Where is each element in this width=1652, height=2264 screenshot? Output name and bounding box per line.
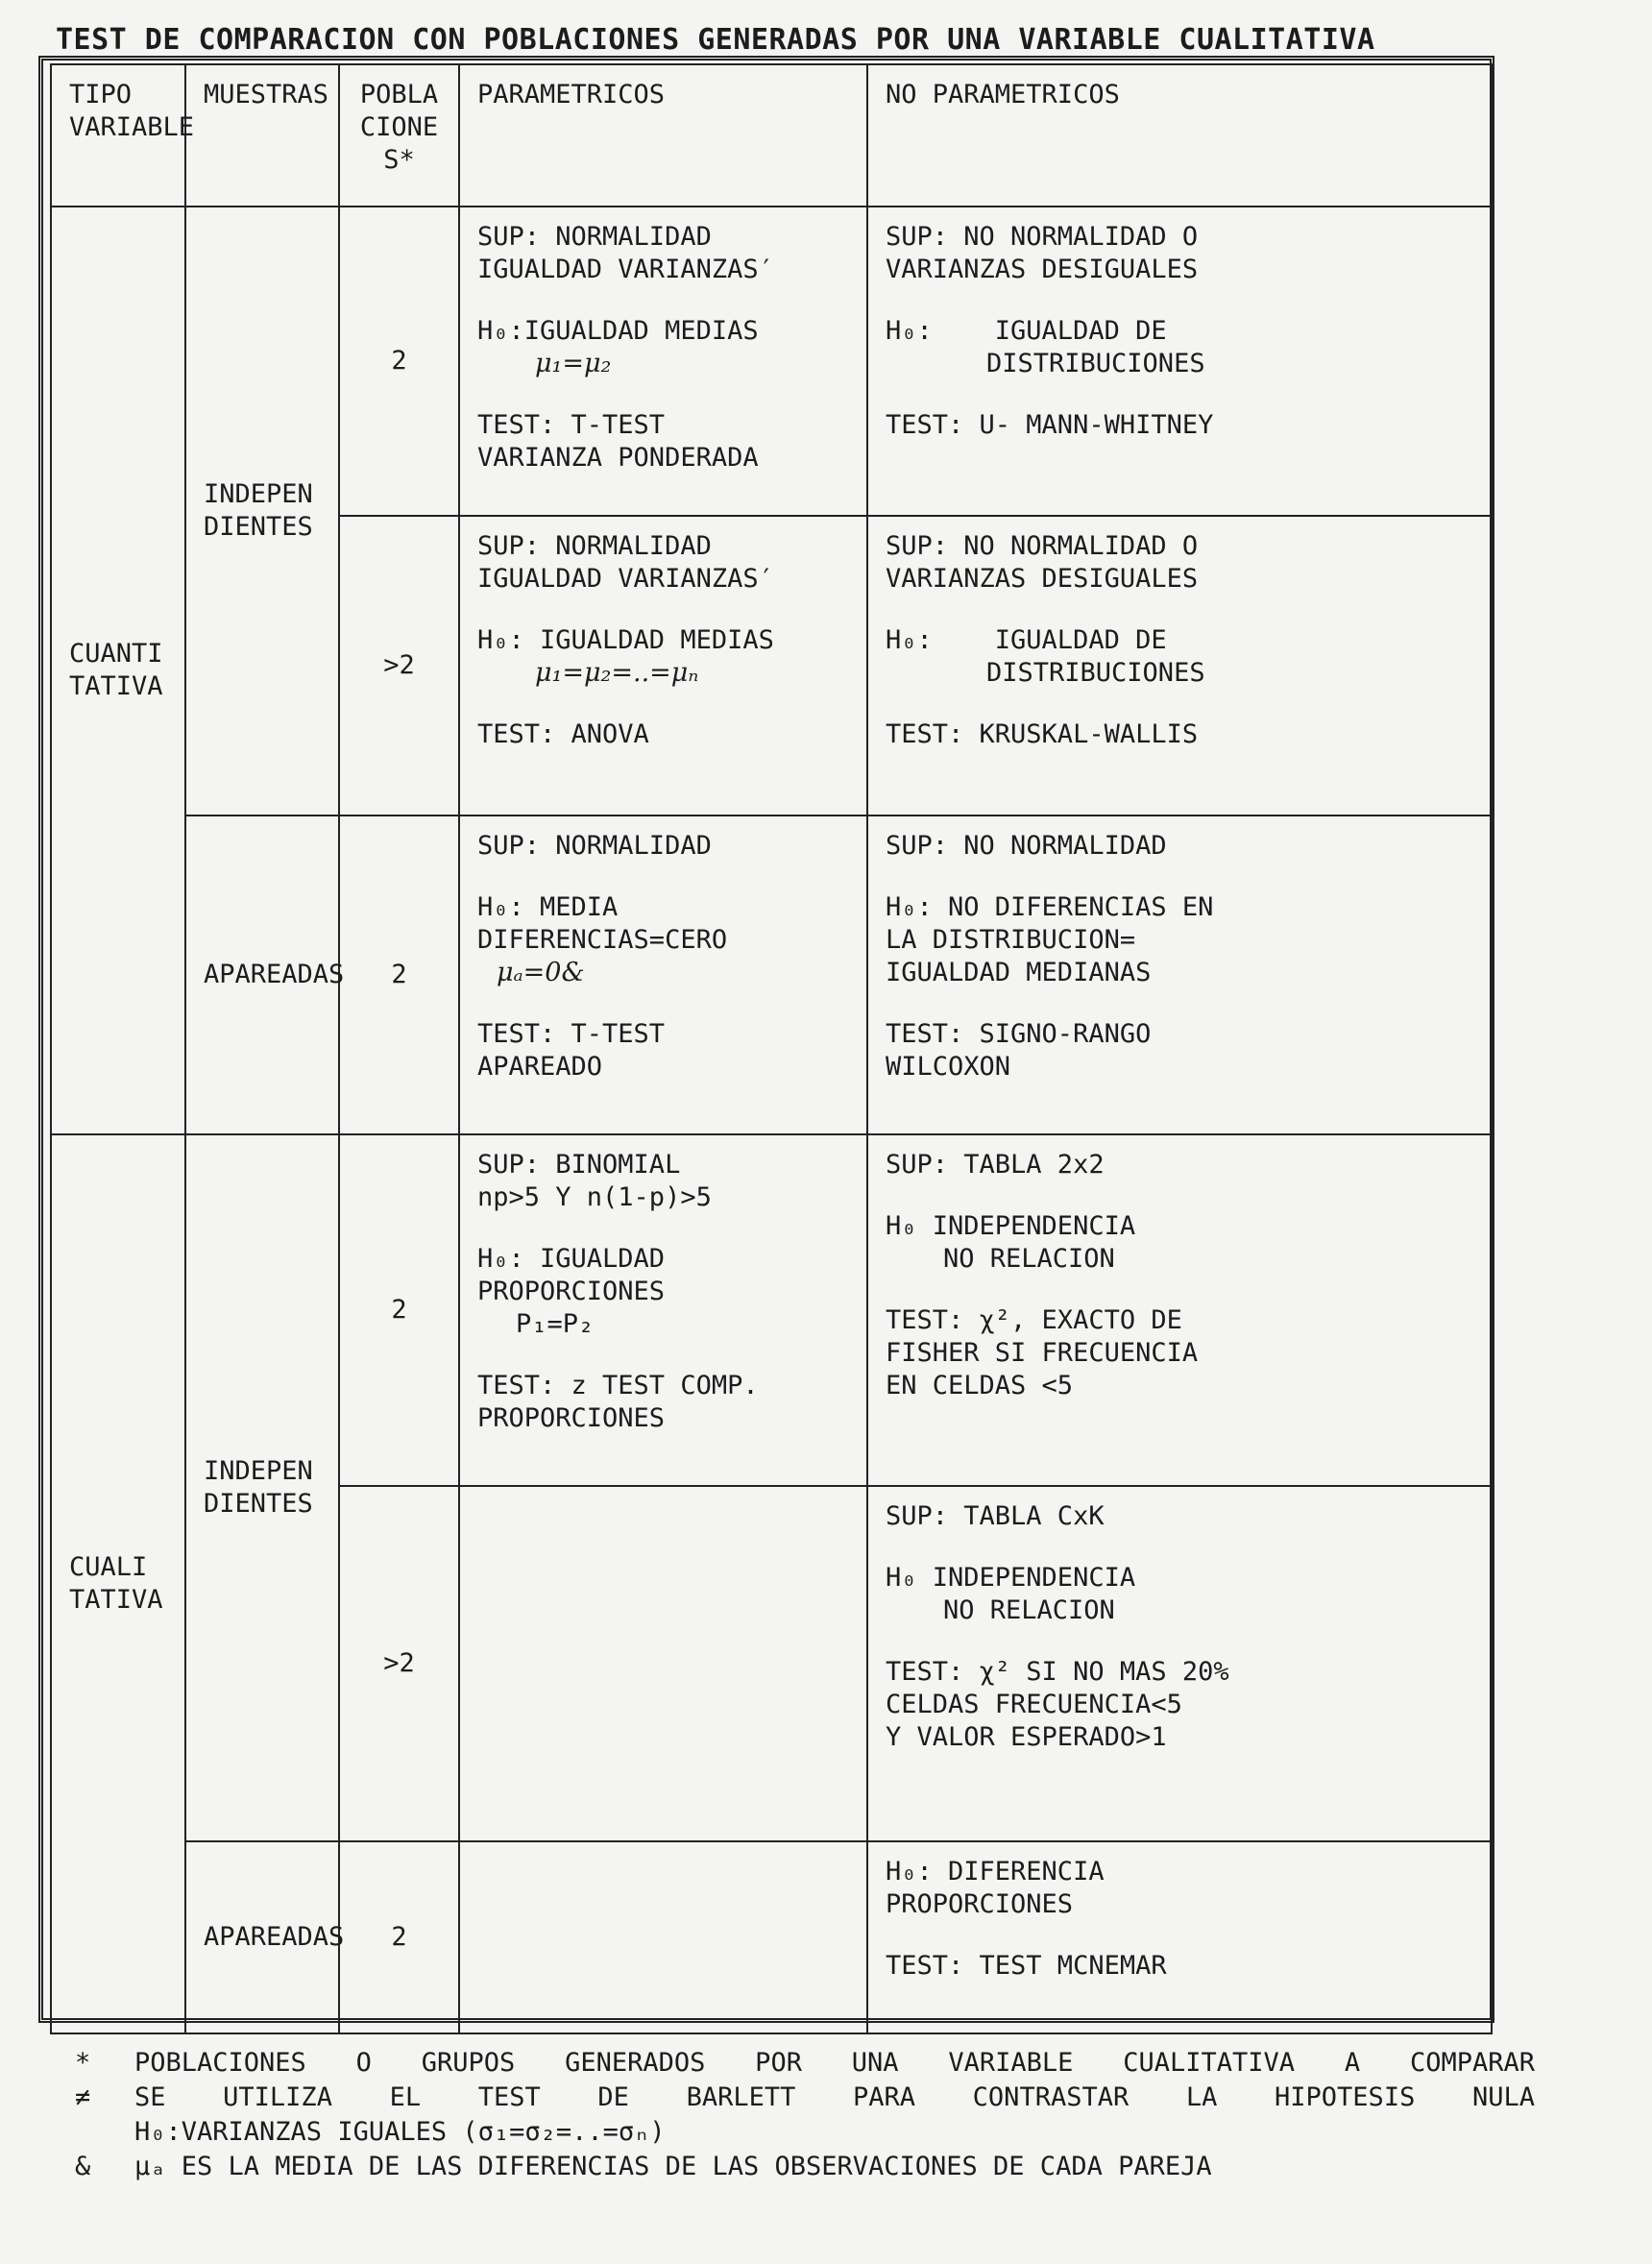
footnote — [75, 2081, 1535, 2115]
tipo-cualitativa — [51, 1134, 185, 2033]
parametric-cell — [459, 816, 867, 1134]
h0-block — [886, 891, 1473, 989]
footnote-symbol — [75, 2115, 134, 2150]
text-line: TEST: U- MANN-WHITNEY — [886, 410, 1214, 440]
parametric-cell — [459, 207, 867, 516]
text-line: TEST: TEST MCNEMAR — [886, 1951, 1167, 1981]
nonparametric-cell — [867, 816, 1492, 1134]
sup-block — [477, 530, 849, 596]
header-pob-line: CIONE — [359, 112, 439, 142]
text-line: PROPORCIONES — [477, 1277, 666, 1306]
poblaciones-cell — [339, 1486, 459, 1841]
header-pob-line: S* — [383, 145, 415, 175]
h0-block — [886, 1210, 1473, 1276]
nonparametric-cell — [867, 516, 1492, 816]
h0-block — [886, 1856, 1473, 1921]
footnote-symbol: * — [75, 2048, 91, 2078]
h0-block — [477, 1243, 849, 1341]
table-row — [51, 816, 1492, 1134]
text-line: TEST: z TEST COMP. — [477, 1371, 759, 1400]
text-line: DIFERENCIAS=CERO — [477, 925, 728, 955]
muestras-line: INDEPEN — [204, 479, 313, 509]
text-line: SUP: BINOMIAL — [477, 1150, 681, 1180]
header-tipo — [51, 64, 195, 207]
nonparametric-cell — [867, 1486, 1492, 1841]
text-line: SUP: NORMALIDAD — [477, 531, 712, 561]
text-line: NO RELACION — [943, 1595, 1115, 1625]
nonparametric-cell — [867, 1134, 1492, 1486]
nonparametric-cell — [867, 1841, 1492, 2033]
muestras-text: APAREADAS — [204, 1922, 345, 1952]
text-line: H₀ INDEPENDENCIA — [886, 1563, 1136, 1593]
tipo-line: TATIVA — [69, 1585, 163, 1615]
sup-block — [886, 1149, 1473, 1181]
header-nopar-text: NO PARAMETRICOS — [886, 80, 1120, 110]
h0-block — [477, 315, 849, 380]
text-line: APAREADO — [477, 1052, 603, 1082]
text-line: SUP: NO NORMALIDAD O — [886, 531, 1199, 561]
text-line: VARIANZA PONDERADA — [477, 443, 759, 473]
text-line: TEST: T-TEST — [477, 410, 666, 440]
h0-block — [886, 624, 1473, 690]
text-line: CELDAS FRECUENCIA<5 — [886, 1690, 1182, 1719]
nonparametric-cell — [867, 207, 1492, 516]
h0-block — [886, 315, 1473, 380]
header-row — [51, 64, 1492, 207]
formula: P₁=P₂ — [516, 1309, 595, 1339]
text-line: EN CELDAS <5 — [886, 1371, 1074, 1400]
footnote-text: H₀:VARIANZAS IGUALES (σ₁=σ₂=..=σₙ) — [134, 2117, 666, 2147]
parametric-cell — [459, 516, 867, 816]
sup-block — [886, 1500, 1473, 1533]
footnote — [75, 2150, 1535, 2184]
test-block — [886, 1950, 1473, 1983]
h0-block — [886, 1562, 1473, 1627]
text-line: TEST: SIGNO-RANGO — [886, 1019, 1152, 1049]
text-line: SUP: NORMALIDAD — [477, 222, 712, 252]
h0-block — [477, 624, 849, 690]
pob-value: >2 — [383, 650, 415, 680]
text-line: H₀: NO DIFERENCIAS EN — [886, 892, 1214, 922]
tipo-cuantitativa — [51, 207, 185, 1134]
pob-value: >2 — [383, 1648, 415, 1678]
text-line: PROPORCIONES — [477, 1403, 666, 1433]
table-row — [51, 1134, 1492, 1486]
poblaciones-cell — [339, 1841, 459, 2033]
text-line: TEST: χ² SI NO MAS 20% — [886, 1657, 1229, 1687]
parametric-cell — [459, 1134, 867, 1486]
text-line: IGUALDAD MEDIANAS — [886, 958, 1152, 987]
poblaciones-cell — [339, 516, 459, 816]
footnote-symbol: ≠ — [75, 2082, 91, 2112]
test-block — [886, 718, 1473, 751]
poblaciones-cell — [339, 1134, 459, 1486]
footnote — [75, 2115, 1535, 2150]
muestras-text: APAREADAS — [204, 960, 345, 989]
text-line: H₀: IGUALDAD MEDIAS — [477, 625, 774, 655]
text-line: LA DISTRIBUCION= — [886, 925, 1136, 955]
footnote-text: μₐ ES LA MEDIA DE LAS DIFERENCIAS DE LAS OBSERVACIONES DE CADA PAREJA — [134, 2152, 1212, 2181]
text-line: TEST: T-TEST — [477, 1019, 666, 1049]
poblaciones-cell — [339, 816, 459, 1134]
test-block — [477, 409, 849, 475]
sup-block — [886, 830, 1473, 863]
header-poblaciones — [339, 64, 459, 207]
muestras-independientes — [185, 1134, 339, 1841]
test-block — [886, 1304, 1473, 1402]
test-block — [477, 718, 849, 751]
test-block — [886, 1656, 1473, 1754]
text-line: H₀: IGUALDAD DE — [886, 625, 1167, 655]
text-line: FISHER SI FRECUENCIA — [886, 1338, 1199, 1368]
tipo-line: TATIVA — [69, 671, 163, 701]
text-line: DISTRIBUCIONES — [986, 349, 1205, 378]
text-line: H₀: MEDIA — [477, 892, 619, 922]
formula: μ₁=μ₂=..=μₙ — [535, 658, 699, 688]
header-muestras — [185, 64, 339, 207]
page-title: TEST DE COMPARACION CON POBLACIONES GENERADAS POR UNA VARIABLE CUALITATIVA — [56, 23, 1375, 57]
text-line: SUP: NO NORMALIDAD — [886, 831, 1167, 861]
header-parametricos — [459, 64, 867, 207]
text-line: H₀:IGUALDAD MEDIAS — [477, 316, 759, 346]
sup-block — [477, 830, 849, 863]
text-line: TEST: KRUSKAL-WALLIS — [886, 719, 1199, 749]
text-line: VARIANZAS DESIGUALES — [886, 255, 1199, 284]
text-line: H₀: IGUALDAD — [477, 1244, 666, 1274]
formula: μₐ=0& — [497, 958, 585, 987]
text-line: H₀: IGUALDAD DE — [886, 316, 1167, 346]
muestras-line: DIENTES — [204, 512, 313, 542]
formula: μ₁=μ₂ — [535, 349, 612, 378]
text-line: VARIANZAS DESIGUALES — [886, 564, 1199, 594]
muestras-independientes — [185, 207, 339, 816]
test-block — [886, 1018, 1473, 1083]
footnote-text: SE UTILIZA EL TEST DE BARLETT PARA CONTRASTAR LA HIPOTESIS NULA — [134, 2082, 1535, 2112]
table-row — [51, 207, 1492, 516]
pob-value: 2 — [391, 960, 407, 989]
text-line: WILCOXON — [886, 1052, 1011, 1082]
muestras-line: INDEPEN — [204, 1456, 313, 1486]
footnote-symbol: & — [75, 2152, 91, 2181]
test-block — [477, 1018, 849, 1083]
h0-block — [477, 891, 849, 989]
footnote-text: POBLACIONES O GRUPOS GENERADOS POR UNA VARIABLE CUALITATIVA A COMPARAR — [134, 2048, 1535, 2078]
test-block — [886, 409, 1473, 442]
text-line: SUP: TABLA CxK — [886, 1501, 1105, 1531]
text-line: PROPORCIONES — [886, 1889, 1074, 1919]
sup-block — [886, 530, 1473, 596]
header-par-text: PARAMETRICOS — [477, 80, 666, 110]
footnotes — [75, 2046, 1535, 2184]
text-line: TEST: ANOVA — [477, 719, 649, 749]
pob-value: 2 — [391, 346, 407, 376]
parametric-cell-empty — [459, 1486, 867, 1841]
header-muestras-text: MUESTRAS — [204, 80, 329, 110]
comparison-table — [50, 63, 1493, 2034]
text-line: Y VALOR ESPERADO>1 — [886, 1722, 1167, 1752]
text-line: SUP: TABLA 2x2 — [886, 1150, 1105, 1180]
header-no-parametricos — [867, 64, 1492, 207]
poblaciones-cell — [339, 207, 459, 516]
header-tipo-line: TIPO — [69, 80, 133, 110]
test-block — [477, 1370, 849, 1435]
header-tipo-line: VARIABLE — [69, 112, 195, 142]
tipo-line: CUANTI — [69, 639, 163, 669]
tipo-line: CUALI — [69, 1552, 148, 1582]
sup-block — [477, 1149, 849, 1214]
text-line: H₀: DIFERENCIA — [886, 1857, 1105, 1887]
pob-value: 2 — [391, 1295, 407, 1325]
muestras-line: DIENTES — [204, 1489, 313, 1519]
text-line: H₀ INDEPENDENCIA — [886, 1211, 1136, 1241]
text-line: IGUALDAD VARIANZAS′ — [477, 255, 774, 284]
text-line: DISTRIBUCIONES — [986, 658, 1205, 688]
text-line: SUP: NORMALIDAD — [477, 831, 712, 861]
sup-block — [477, 221, 849, 286]
parametric-cell-empty — [459, 1841, 867, 2033]
muestras-apareadas — [185, 1841, 345, 2033]
text-line: NO RELACION — [943, 1244, 1115, 1274]
pob-value: 2 — [391, 1922, 407, 1952]
muestras-apareadas — [185, 816, 345, 1134]
text-line: np>5 Y n(1-p)>5 — [477, 1182, 712, 1212]
header-pob-line: POBLA — [359, 80, 439, 110]
footnote — [75, 2046, 1535, 2081]
table-row — [51, 1841, 1492, 2033]
text-line: TEST: χ², EXACTO DE — [886, 1305, 1182, 1335]
text-line: SUP: NO NORMALIDAD O — [886, 222, 1199, 252]
sup-block — [886, 221, 1473, 286]
text-line: IGUALDAD VARIANZAS′ — [477, 564, 774, 594]
